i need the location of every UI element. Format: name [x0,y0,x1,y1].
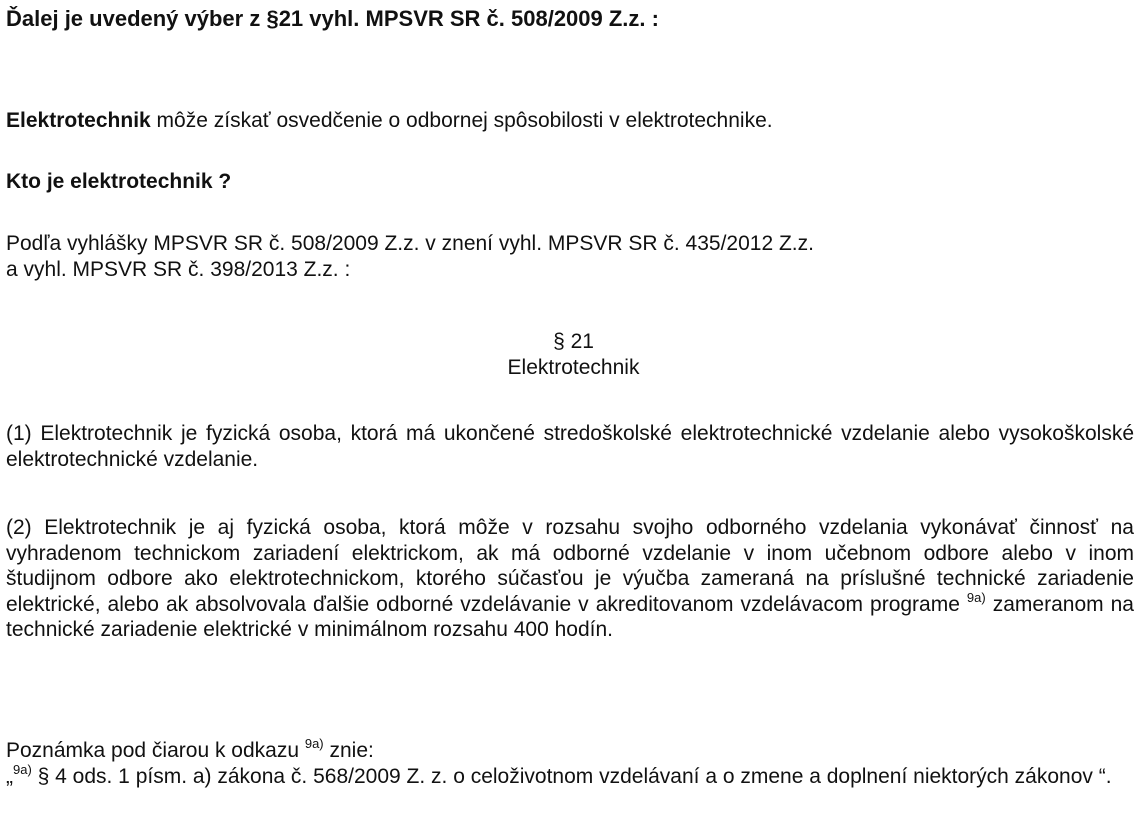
footnote-intro-end: znie: [323,739,374,762]
paragraph-1: (1) Elektrotechnik je fyzická osoba, ktorá má ukončené stredoškolské elektrotechnické vzdelanie alebo vysokoškolské elektrotechnické vzdelanie. [6,422,1134,471]
footnote-quote-open: „ [6,765,13,788]
footnote-intro-reference: 9a) [304,736,324,751]
question-heading: Kto je elektrotechnik ? [6,170,232,193]
intro-sentence [6,108,773,134]
source-line-2: a vyhl. MPSVR SR č. 398/2013 Z.z. : [6,258,351,281]
document-title: Ďalej je uvedený výber z §21 vyhl. MPSVR SR č. 508/2009 Z.z. : [6,6,659,31]
paragraph-2-text-a: (2) Elektrotechnik je aj fyzická osoba, ktorá môže v rozsahu svojho odborného vzdelania vykonávať činnosť na vyhradenom technickom zariadení elektrickom, ak má odborné vzdelanie v inom učebnom odbore alebo v inom študijnom odbore ako elektrotechnickom, ktorého súčasťou je výučba zameraná na príslušné technické zariadenie elektrické, alebo ak absolvovala ďalšie odborné vzdelávanie v akreditovanom vzdelávacom programe [6,516,1134,616]
footnote-reference: 9a) [13,762,32,777]
footnote-body [6,764,1134,790]
intro-term: Elektrotechnik [6,109,151,132]
footnote-intro-text: Poznámka pod čiarou k odkazu [6,739,305,762]
section-name: Elektrotechnik [507,356,640,379]
section-number: § 21 [553,330,594,353]
source-line-1: Podľa vyhlášky MPSVR SR č. 508/2009 Z.z. v znení vyhl. MPSVR SR č. 435/2012 Z.z. [6,232,814,255]
paragraph-2 [6,515,1134,643]
footnote-intro [6,738,374,764]
intro-text: môže získať osvedčenie o odbornej spôsobilosti v elektrotechnike. [150,109,773,132]
paragraph-2-reference: 9a) [966,589,986,605]
paragraph-2-text-b: zameranom na technické zariadenie elektrické v minimálnom rozsahu 400 hodín. [6,592,1134,642]
footnote-text: § 4 ods. 1 písm. a) zákona č. 568/2009 Z. z. o celoživotnom vzdelávaní a o zmene a doplnení niektorých zákonov “. [31,765,1112,788]
